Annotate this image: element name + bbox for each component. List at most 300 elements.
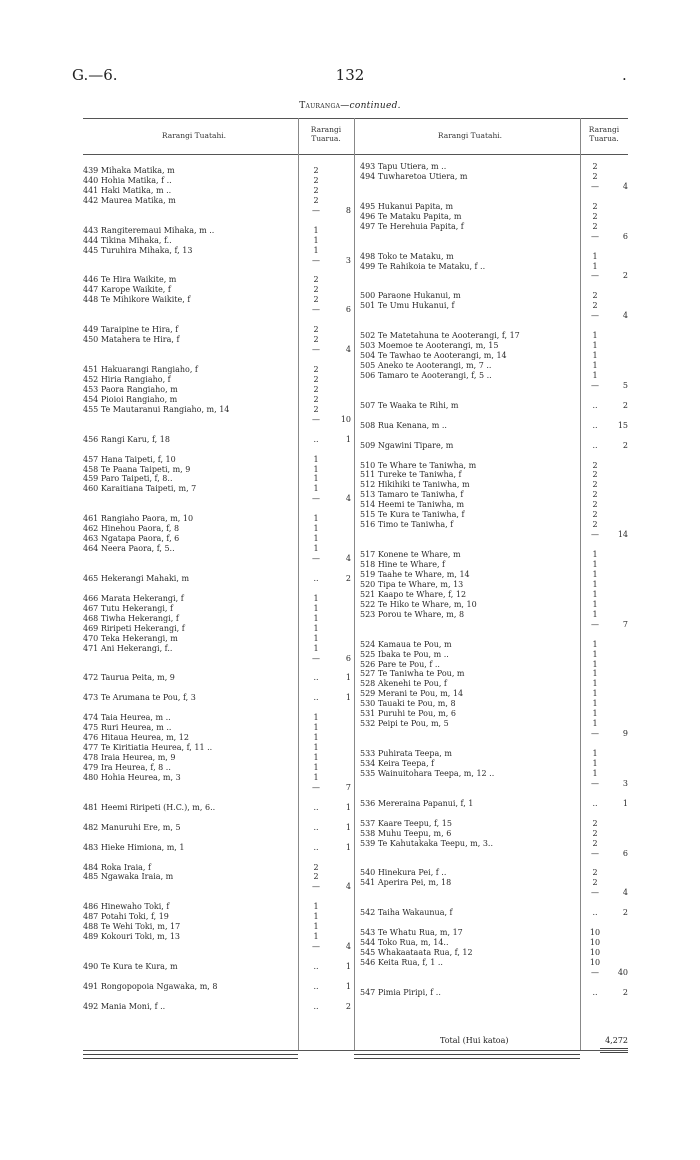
entry-count: 1: [592, 679, 598, 689]
entry-name: 454 Pioioi Rangiaho, m: [83, 394, 178, 404]
entry-count: 1: [313, 474, 319, 484]
section-name: Tauranga: [299, 101, 341, 111]
entry-name: 444 Tikina Mihaka, f..: [83, 235, 172, 245]
group-subtotal: 15: [617, 420, 628, 430]
entry-count: 1: [313, 544, 319, 554]
entry-name: 484 Roka Iraia, f: [83, 862, 151, 872]
entry-count: 1: [313, 902, 319, 912]
table-header-rule: [83, 154, 628, 155]
entry-count: ..: [592, 987, 598, 997]
register-row: [0, 600, 700, 610]
entry-count: 2: [313, 325, 319, 335]
entry-count: —: [591, 619, 599, 629]
register-row: [0, 918, 700, 928]
entry-count: —: [591, 311, 599, 321]
entry-count: 1: [313, 225, 319, 235]
group-subtotal: 1: [345, 822, 351, 832]
entry-name: 525 Ibaka te Pou, m ..: [360, 649, 449, 659]
group-subtotal: 7: [622, 619, 628, 629]
register-row: [0, 311, 700, 321]
entry-count: —: [312, 205, 320, 215]
entry-name: 539 Te Kahutakaka Teepu, m, 3..: [360, 838, 494, 848]
entry-name: 526 Pare te Pou, f ..: [360, 659, 440, 669]
entry-name: 499 Te Rahikoia te Mataku, f ..: [360, 261, 486, 271]
entry-count: 1: [592, 659, 598, 669]
entry-count: 1: [592, 361, 598, 370]
entry-count: 1: [592, 699, 598, 709]
entry-name: 520 Tipa te Whare, m, 13: [360, 579, 464, 589]
entry-count: 1: [592, 550, 598, 560]
entry-name: 536 Mereraina Papanui, f, 1: [360, 798, 474, 808]
entry-count: —: [591, 380, 599, 390]
entry-name: 460 Karaitiana Taipeti, m, 7: [83, 484, 197, 494]
group-subtotal: 6: [345, 653, 351, 663]
register-row: [0, 480, 700, 490]
entry-count: 1: [313, 623, 319, 633]
register-row: [0, 839, 700, 849]
entry-count: —: [591, 967, 599, 977]
group-subtotal: 2: [622, 987, 628, 997]
entry-count: ..: [313, 573, 319, 583]
entry-name: 449 Taraipine te Hira, f: [83, 325, 179, 335]
group-subtotal: 1: [345, 962, 351, 971]
group-subtotal: 1: [345, 693, 351, 703]
entry-name: 543 Te Whatu Rua, m, 17: [360, 928, 463, 938]
entry-count: 2: [592, 460, 598, 470]
register-row: [0, 202, 700, 212]
register-row: [0, 759, 700, 769]
group-subtotal: 6: [622, 848, 628, 858]
entry-count: ..: [592, 420, 598, 430]
register-row: [0, 321, 700, 331]
entry-count: 1: [592, 749, 598, 759]
entry-name: 493 Tapu Utiera, m ..: [360, 162, 447, 171]
register-row: [0, 739, 700, 749]
entry-count: 2: [313, 872, 319, 882]
entry-name: 524 Kamaua te Pou, m: [360, 639, 452, 649]
header-dot: .: [622, 66, 627, 84]
entry-count: 1: [313, 922, 319, 932]
entry-count: 2: [313, 185, 319, 195]
count-heading-line2: Tuarua.: [311, 134, 341, 143]
entry-count: 2: [313, 295, 319, 305]
bottom-double-rule: [354, 1054, 580, 1059]
entry-count: ..: [592, 440, 598, 450]
entry-count: 10: [589, 938, 601, 948]
group-subtotal: 1: [345, 434, 351, 444]
entry-name: 529 Merani te Pou, m, 14: [360, 689, 464, 699]
entry-count: 2: [592, 510, 598, 520]
entry-count: 1: [313, 484, 319, 494]
entry-count: 1: [313, 633, 319, 643]
entry-count: 2: [313, 285, 319, 295]
entry-count: —: [591, 530, 599, 540]
entry-name: 497 Te Herehuia Papita, f: [360, 221, 464, 231]
entry-name: 511 Tureke te Taniwha, f: [360, 470, 462, 480]
entry-count: 2: [592, 291, 598, 301]
entry-count: 2: [313, 335, 319, 345]
entry-name: 445 Turuhira Mihaka, f, 13: [83, 245, 193, 255]
entry-count: 2: [592, 878, 598, 888]
entry-name: 463 Ngatapa Paora, f, 6: [83, 534, 180, 544]
entry-count: 2: [313, 275, 319, 285]
group-subtotal: 4: [345, 554, 351, 564]
register-row: [0, 1002, 700, 1012]
entry-count: 1: [592, 579, 598, 589]
entry-count: 2: [592, 171, 598, 181]
entry-name: 510 Te Whare te Taniwha, m: [360, 460, 477, 470]
entry-name: 491 Rongopopoia Ngawaka, m, 8: [83, 981, 218, 991]
register-row: [0, 769, 700, 779]
entry-count: ..: [313, 434, 319, 444]
group-subtotal: 1: [345, 802, 351, 812]
register-row: [0, 938, 700, 948]
entry-name: 472 Taurua Peita, m, 9: [83, 673, 175, 683]
entry-name: 542 Taiha Wakaunua, f: [360, 908, 453, 918]
entry-name: 439 Mihaka Matika, m: [83, 166, 175, 175]
entry-count: ..: [313, 802, 319, 812]
entry-count: 1: [313, 235, 319, 245]
entry-count: ..: [313, 1001, 319, 1011]
entry-name: 476 Hitaua Heurea, m, 12: [83, 733, 189, 743]
entry-name: 474 Taia Heurea, m ..: [83, 713, 171, 723]
register-row: [0, 968, 700, 978]
register-row: [0, 242, 700, 252]
entry-count: 1: [592, 351, 598, 361]
register-row: [0, 660, 700, 670]
register-row: [0, 779, 700, 789]
register-row: [0, 809, 700, 819]
register-row: [0, 560, 700, 570]
register-row: [0, 371, 700, 381]
entry-count: 1: [592, 719, 598, 729]
entry-name: 544 Toko Rua, m, 14..: [360, 938, 449, 948]
register-row: [0, 729, 700, 739]
group-subtotal: 40: [617, 967, 628, 977]
entry-count: 1: [313, 733, 319, 743]
entry-name: 537 Kaare Teepu, f, 15: [360, 818, 452, 828]
entry-name: 461 Rangiaho Paora, m, 10: [83, 514, 194, 524]
entry-name: 509 Ngawini Tipare, m: [360, 440, 454, 450]
entry-name: 469 Riripeti Hekerangi, f: [83, 623, 185, 633]
entry-name: 451 Hakuarangi Rangiaho, f: [83, 365, 198, 374]
register-row: [0, 928, 700, 938]
entry-count: 2: [313, 394, 319, 404]
register-row: [0, 580, 700, 590]
group-subtotal: 14: [617, 530, 628, 540]
entry-count: ..: [313, 981, 319, 991]
register-row: [0, 679, 700, 689]
register-row: [0, 271, 700, 281]
register-row: [0, 570, 700, 580]
entry-name: 498 Toko te Mataku, m: [360, 251, 454, 261]
entry-count: 2: [592, 201, 598, 211]
register-row: [0, 878, 700, 888]
register-row: [0, 709, 700, 719]
entry-count: 2: [313, 384, 319, 394]
left-count-heading: [298, 125, 354, 143]
register-row: [0, 431, 700, 441]
group-subtotal: 4: [345, 345, 351, 355]
group-subtotal: 4: [622, 888, 628, 898]
register-row: [0, 819, 700, 829]
group-subtotal: 1: [345, 673, 351, 683]
entry-name: 501 Te Umu Hukanui, f: [360, 301, 455, 311]
entry-count: 1: [313, 643, 319, 653]
register-row: [0, 719, 700, 729]
entry-count: 1: [592, 589, 598, 599]
entry-count: —: [591, 778, 599, 788]
register-row: [0, 958, 700, 968]
register-row: [0, 451, 700, 461]
entry-name: 523 Porou te Whare, m, 8: [360, 609, 465, 619]
register-row: [0, 182, 700, 192]
entry-count: —: [312, 255, 320, 265]
total-double-rule: [600, 1048, 628, 1053]
entry-name: 500 Paraone Hukanui, m: [360, 291, 461, 301]
entry-count: —: [312, 882, 320, 892]
entry-name: 545 Whakaataata Rua, f, 12: [360, 948, 473, 958]
entry-count: —: [312, 653, 320, 663]
entry-name: 489 Kokouri Toki, m, 13: [83, 932, 181, 942]
entry-name: 482 Manuruhi Ere, m, 5: [83, 822, 181, 832]
register-row: [0, 262, 700, 272]
total-label: Total (Hui katoa): [440, 1036, 509, 1045]
entry-name: 447 Karope Waikite, f: [83, 285, 171, 295]
entry-name: 477 Te Kiritiatia Heurea, f, 11 ..: [83, 743, 213, 753]
entry-count: 1: [313, 713, 319, 723]
entry-count: 2: [313, 862, 319, 872]
entry-count: —: [591, 231, 599, 241]
register-row: [0, 868, 700, 878]
register-row: [0, 192, 700, 202]
register-row: [0, 461, 700, 471]
entry-name: 462 Hinehou Paora, f, 8: [83, 524, 180, 534]
entry-name: 519 Taahe te Whare, m, 14: [360, 569, 470, 579]
entry-count: 10: [589, 928, 601, 938]
entry-count: 2: [592, 828, 598, 838]
entry-count: 2: [313, 374, 319, 384]
group-subtotal: 4: [622, 181, 628, 191]
entry-count: 2: [592, 520, 598, 530]
group-subtotal: 5: [622, 380, 628, 390]
group-subtotal: 7: [345, 782, 351, 792]
entry-count: 2: [592, 221, 598, 231]
entry-name: 480 Hohia Heurea, m, 3: [83, 772, 181, 782]
entry-name: 528 Akenehi te Pou, f: [360, 679, 447, 689]
entry-name: 459 Paro Taipeti, f, 8..: [83, 474, 173, 484]
entry-name: 502 Te Matetahuna te Aooterangi, f, 17: [360, 331, 520, 341]
register-row: [0, 669, 700, 679]
entry-count: 1: [313, 245, 319, 255]
entry-count: 1: [592, 599, 598, 609]
entry-count: —: [591, 848, 599, 858]
entry-name: 513 Tamaro te Taniwha, f: [360, 490, 464, 500]
entry-name: 521 Kaapo te Whare, f, 12: [360, 589, 467, 599]
register-row: [0, 500, 700, 510]
register-row: [0, 530, 700, 540]
entry-name: 441 Haki Matika, m ..: [83, 185, 172, 195]
entry-name: 479 Ira Heurea, f, 8 ..: [83, 763, 171, 772]
section-suffix: —continued.: [340, 101, 401, 111]
group-subtotal: 2: [622, 271, 628, 281]
bottom-double-rule: [83, 1054, 298, 1059]
entry-count: ..: [313, 673, 319, 683]
entry-count: 1: [592, 251, 598, 261]
register-row: [0, 421, 700, 431]
entry-name: 494 Tuwharetoa Utiera, m: [360, 171, 468, 181]
register-row: [0, 620, 700, 630]
entry-name: 475 Ruri Heurea, m ..: [83, 723, 172, 733]
entry-name: 506 Tamaro te Aooterangi, f, 5 ..: [360, 370, 492, 380]
entry-count: 2: [313, 404, 319, 414]
register-row: [0, 829, 700, 839]
entry-name: 512 Hikihiki te Taniwha, m: [360, 480, 470, 490]
group-subtotal: 3: [622, 778, 628, 788]
register-row: [0, 361, 700, 371]
count-heading-line1: Rarangi: [588, 125, 620, 134]
entry-count: 1: [313, 454, 319, 464]
entry-name: 452 Hiria Rangiaho, f: [83, 374, 171, 384]
entry-count: ..: [592, 908, 598, 918]
entry-name: 448 Te Mihikore Waikite, f: [83, 295, 191, 305]
register-row: [0, 301, 700, 311]
entry-count: 1: [592, 341, 598, 351]
group-subtotal: 2: [622, 440, 628, 450]
entry-count: 2: [313, 166, 319, 175]
entry-count: 1: [313, 723, 319, 733]
register-row: [0, 510, 700, 520]
entry-name: 540 Hinekura Pei, f ..: [360, 868, 447, 878]
entry-name: 507 Te Waaka te Rihi, m: [360, 400, 459, 410]
entry-count: 1: [313, 534, 319, 544]
group-subtotal: 3: [345, 255, 351, 265]
entry-name: 442 Maurea Matika, m: [83, 195, 176, 205]
entry-name: 503 Moemoe te Aooterangi, m, 15: [360, 341, 499, 351]
entry-count: 10: [589, 958, 601, 967]
entry-name: 486 Hinewaho Toki, f: [83, 902, 170, 912]
register-row: [0, 401, 700, 411]
right-count-heading: [580, 125, 628, 143]
entry-count: —: [591, 888, 599, 898]
entry-name: 471 Ani Hekerangi, f..: [83, 643, 173, 653]
page-number: 132: [335, 66, 365, 84]
entry-count: 2: [313, 365, 319, 374]
entry-count: 1: [592, 261, 598, 271]
entry-name: 446 Te Hira Waikite, m: [83, 275, 177, 285]
group-subtotal: 4: [345, 882, 351, 892]
register-row: [0, 381, 700, 391]
entry-name: 538 Muhu Teepu, m, 6: [360, 828, 452, 838]
entry-count: —: [312, 345, 320, 355]
entry-count: ..: [592, 798, 598, 808]
entry-count: ..: [592, 400, 598, 410]
register-row: [0, 689, 700, 699]
entry-name: 547 Pimia Piripi, f ..: [360, 987, 441, 997]
entry-name: 517 Konene te Whare, m: [360, 550, 461, 560]
register-row: [0, 888, 700, 898]
entry-count: 2: [592, 490, 598, 500]
register-row: [0, 948, 700, 958]
register-row: [0, 222, 700, 232]
entry-name: 468 Tiwha Hekerangi, f: [83, 613, 179, 623]
register-row: [0, 590, 700, 600]
table-bottom-rule: [83, 1050, 628, 1051]
entry-count: 1: [313, 524, 319, 534]
register-row: [0, 610, 700, 620]
group-subtotal: 1: [345, 842, 351, 852]
entry-name: 531 Puruhi te Pou, m, 6: [360, 709, 456, 719]
entry-name: 453 Paora Rangiaho, m: [83, 384, 178, 394]
entry-name: 464 Neera Paora, f, 5..: [83, 544, 175, 554]
entry-name: 505 Aneko te Aooterangi, m, 7 ..: [360, 361, 492, 370]
entry-name: 487 Potahi Toki, f, 19: [83, 912, 169, 922]
register-row: [0, 630, 700, 640]
register-row: [0, 550, 700, 560]
entry-name: 534 Keira Teepa, f: [360, 759, 435, 768]
entry-name: 485 Ngawaka Iraia, m: [83, 872, 174, 882]
entry-count: 1: [313, 763, 319, 772]
group-subtotal: 1: [622, 798, 628, 808]
entry-name: 527 Te Taniwha te Pou, m: [360, 669, 465, 679]
entry-count: 1: [592, 689, 598, 699]
count-heading-line2: Tuarua.: [589, 134, 619, 143]
entry-name: 546 Keita Rua, f, 1 ..: [360, 958, 443, 967]
register-row: [0, 859, 700, 869]
entry-count: 2: [592, 838, 598, 848]
register-row: [0, 699, 700, 709]
entry-count: ..: [313, 842, 319, 852]
entry-name: 458 Te Paana Taipeti, m, 9: [83, 464, 191, 474]
entry-name: 516 Timo te Taniwha, f: [360, 520, 454, 530]
entry-name: 496 Te Mataku Papita, m: [360, 211, 462, 221]
entry-name: 467 Tutu Hekerangi, f: [83, 603, 173, 613]
group-subtotal: 4: [345, 942, 351, 952]
register-row: [0, 391, 700, 401]
entry-count: 2: [592, 162, 598, 171]
entry-count: 1: [592, 759, 598, 768]
group-subtotal: 4: [622, 311, 628, 321]
register-row: [0, 291, 700, 301]
entry-count: ..: [313, 962, 319, 971]
register-row: [0, 908, 700, 918]
entry-count: 2: [592, 470, 598, 480]
register-row: [0, 351, 700, 361]
entry-count: 1: [592, 370, 598, 380]
register-row: [0, 162, 700, 172]
entry-count: 1: [313, 772, 319, 782]
entry-count: 2: [313, 175, 319, 185]
entry-count: —: [312, 494, 320, 504]
entry-name: 470 Teka Hekerangi, m: [83, 633, 178, 643]
entry-name: 515 Te Kura te Taniwha, f: [360, 510, 465, 520]
entry-name: 495 Hukanui Papita, m: [360, 201, 454, 211]
entry-name: 514 Heemi te Taniwha, m: [360, 500, 465, 510]
entry-name: 455 Te Mautaranui Rangiaho, m, 14: [83, 404, 230, 414]
entry-count: 1: [313, 593, 319, 603]
register-row: [0, 978, 700, 988]
group-subtotal: 4: [345, 494, 351, 504]
entry-name: 456 Rangi Karu, f, 18: [83, 434, 170, 444]
group-subtotal: 9: [622, 729, 628, 739]
entry-count: 2: [592, 818, 598, 828]
entry-count: —: [312, 782, 320, 792]
entry-count: ..: [313, 822, 319, 832]
entry-name: 535 Wainuitohara Teepa, m, 12 ..: [360, 768, 495, 778]
right-name-heading: Rarangi Tuatahi.: [437, 131, 503, 140]
entry-count: 1: [313, 743, 319, 753]
entry-count: 1: [592, 560, 598, 569]
